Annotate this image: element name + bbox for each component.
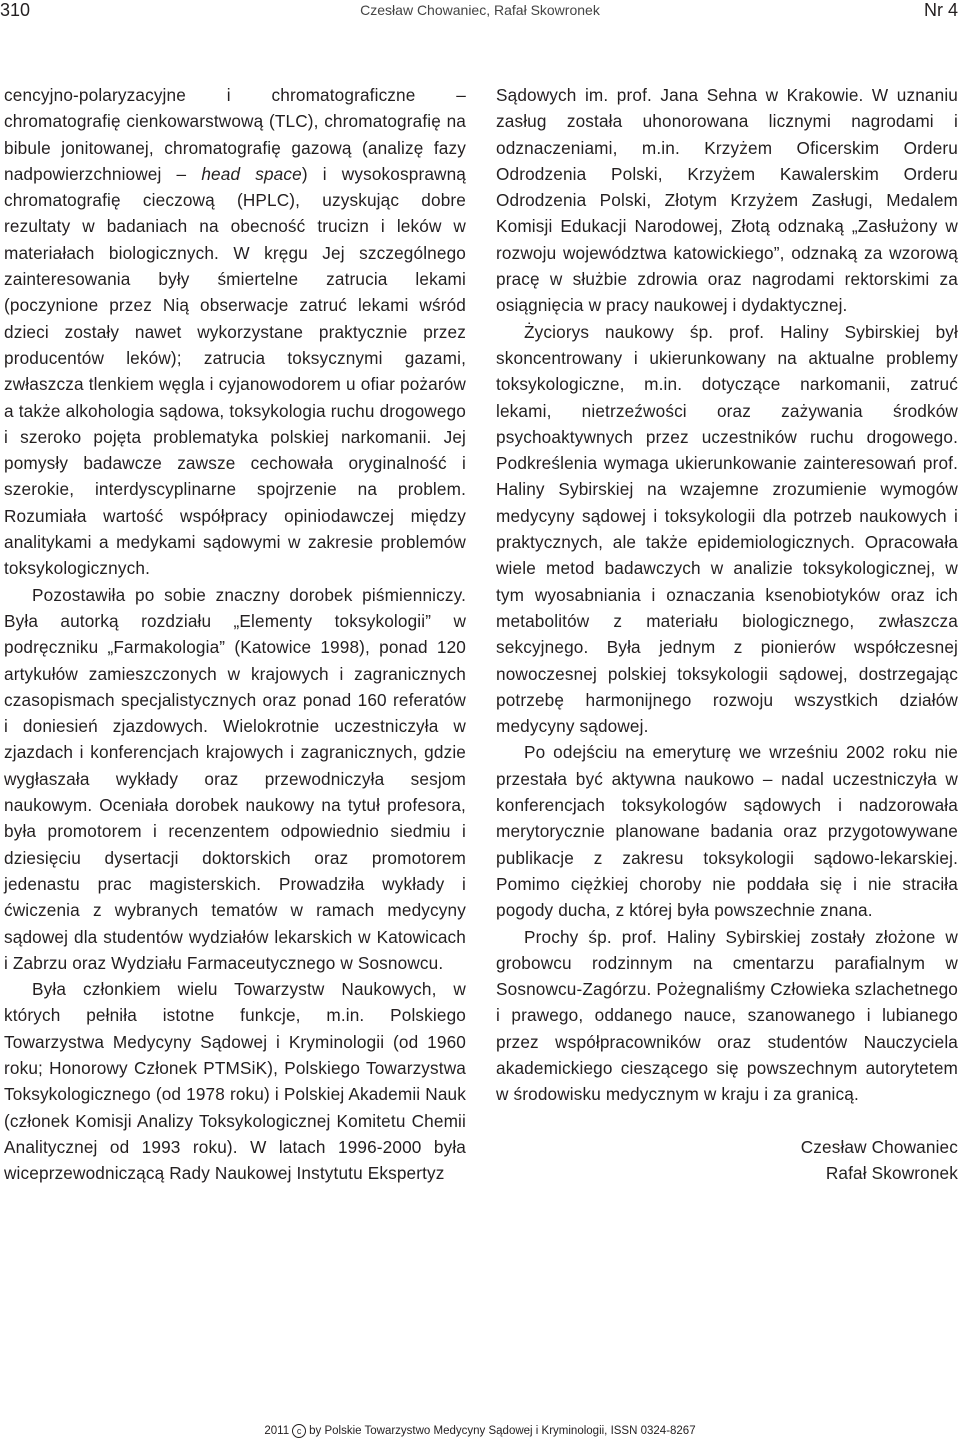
footer-year: 2011 — [264, 1425, 290, 1438]
running-title: Czesław Chowaniec, Rafał Skowronek — [360, 2, 600, 18]
right-paragraph-1: Sądowych im. prof. Jana Sehna w Krakowie. W uznaniu zasług została uhonorowana licznymi nagrodami i odznaczeniami, m.in. Krzyżem Oficerskim Orderu Odrodzenia Polski, Krzyżem Kawalerskim Orderu Odrodzenia Polski, Złotym Krzyżem Zasługi, Medalem Komisji Edukacji Narodowej, Złotą odznaką „Zasłużony w rozwoju województwa katowickiego”, odznaką za wzorową pracę w służbie zdrowia oraz nagrodami rektorskimi za osiągnięcia w pracy naukowej i dydaktycznej. — [496, 85, 958, 316]
author-name-2: Rafał Skowronek — [825, 1162, 958, 1183]
issue-number: Nr 4 — [923, 0, 958, 20]
left-paragraph-1-start: cencyjno-polaryzacyjne i chromatograficzne – chromatografię cienkowarstwową (TLC), chromatografię na bibule jonitowanej, chromatografię gazową (analizę fazy nadpowierzchniowej – — [4, 85, 466, 184]
page-footer — [0, 1424, 960, 1438]
left-paragraph-2: Pozostawiła po sobie znaczny dorobek piśmienniczy. Była autorką rozdziału „Elementy toksykologii” w podręczniku „Farmakologia” (Katowice 1998), ponad 120 artykułów zamieszczonych w krajowych i zagranicznych czasopismach specjalistycznych oraz ponad 160 referatów i doniesień zjazdowych. Wielokrotnie uczestniczyła w zjazdach i konferencjach krajowych i zagranicznych, gdzie wygłaszała wykłady oraz przewodniczyła sesjom naukowym. Oceniała dorobek naukowy na tytuł profesora, była promotorem i recenzentem odpowiednio siedmiu i dziesięciu dysertacji doktorskich oraz promotorem jedenastu prac magisterskich. Prowadziła wykłady i ćwiczenia z wybranych tematów w ramach medycyny sądowej dla studentów wydziałów lekarskich w Katowicach i Zabrzu oraz Wydziału Farmaceutycznego w Sosnowcu. — [4, 584, 466, 973]
right-paragraph-4: Prochy śp. prof. Haliny Sybirskiej zostały złożone w grobowcu rodzinnym na cmentarzu parafialnym w Sosnowcu-Zagórzu. Pożegnaliśmy Człowieka szlachetnego i prawego, oddanego nauce, szanowanego i lubianego przez współpracowników oraz studentów Nauczyciela akademickiego cieszącego się powszechnym autorytetem w środowisku medycznym w kraju i za granicą. — [496, 926, 958, 1105]
footer-text: by Polskie Towarzystwo Medycyny Sądowej i Kryminologii, ISSN 0324-8267 — [309, 1425, 696, 1438]
head-space-term: head space — [201, 163, 302, 184]
right-paragraph-2: Życiorys naukowy śp. prof. Haliny Sybirskiej był skoncentrowany i ukierunkowany na aktualne problemy toksykologiczne, m.in. dotyczące narkomanii, zatruć lekami, nietrzeźwości oraz zażywania środków psychoaktywnych przez uczestników ruchu drogowego. Podkreślenia wymaga ukierunkowanie zainteresowań prof. Haliny Sybirskiej na wzajemne zrozumienie wymogów medycyny sądowej i toksykologii dla potrzeb naukowych i praktycznych, ale także epidemiologicznych. Opracowała wiele metod badawczych w analizie toksykologicznej, w tym wyosabniania i oznaczania ksenobiotyków oraz ich metabolitów z materiału biologicznego, zwłaszcza sekcyjnego. Była jednym z pionierów współczesnej nowoczesnej polskiej toksykologii sądowej, dostrzegając potrzebę harmonijnego rozwoju wszystkich działów medycyny sądowej. — [496, 321, 958, 737]
author-signature — [496, 1134, 958, 1186]
author-name-1: Czesław Chowaniec — [800, 1136, 958, 1157]
left-column — [4, 82, 466, 1186]
page-number: 310 — [0, 0, 31, 20]
page-header — [0, 0, 960, 20]
copyright-icon: c — [292, 1424, 306, 1438]
left-paragraph-3: Była członkiem wielu Towarzystw Naukowych, w których pełniła istotne funkcje, m.in. Polskiego Towarzystwa Medycyny Sądowej i Kryminologii (od 1960 roku; Honorowy Członek PTMSiK), Polskiego Towarzystwa Toksykologicznego (od 1978 roku) i Polskiej Akademii Nauk (członek Komisji Analizy Toksykologicznej Komitetu Chemii Analitycznej od 1993 roku). W latach 1996-2000 była wiceprzewodniczącą Rady Naukowej Instytutu Ekspertyz — [4, 979, 466, 1184]
right-paragraph-3: Po odejściu na emeryturę we wrześniu 2002 roku nie przestała być aktywna naukowo – nadal uczestniczyła w konferencjach toksykologów sądowych i nadzorowała merytorycznie planowane badania oraz przygotowywane publikacje z zakresu toksykologii sądowo-lekarskiej. Pomimo ciężkiej choroby nie poddała się i nie straciła pogody ducha, z której była powszechnie znana. — [496, 742, 958, 921]
left-paragraph-1 — [4, 82, 466, 582]
left-paragraph-1-rest: ) i wysokosprawną chromatografię cieczową (HPLC), uzyskując dobre rezultaty w badaniach na obecność trucizn i leków w materiałach biologicznych. W kręgu Jej szczególnego zainteresowania były śmiertelne zatrucia lekami (poczynione przez Nią obserwacje zatruć lekami wśród dzieci zostały nawet wykorzystane praktycznie przez producentów leków); zatrucia toksycznymi gazami, zwłaszcza tlenkiem węgla i cyjanowodorem u ofiar pożarów a także alkohologia sądowa, toksykologia ruchu drogowego i szeroko pojęta problematyka polskiej narkomanii. Jej pomysły badawcze zawsze cechowała oryginalność i szerokie, interdyscyplinarne spojrzenie na problem. Rozumiała wartość współpracy opiniodawczej między analitykami a medykami sądowymi w zakresie problemów toksykologicznych. — [4, 163, 467, 579]
right-column — [496, 82, 958, 1186]
